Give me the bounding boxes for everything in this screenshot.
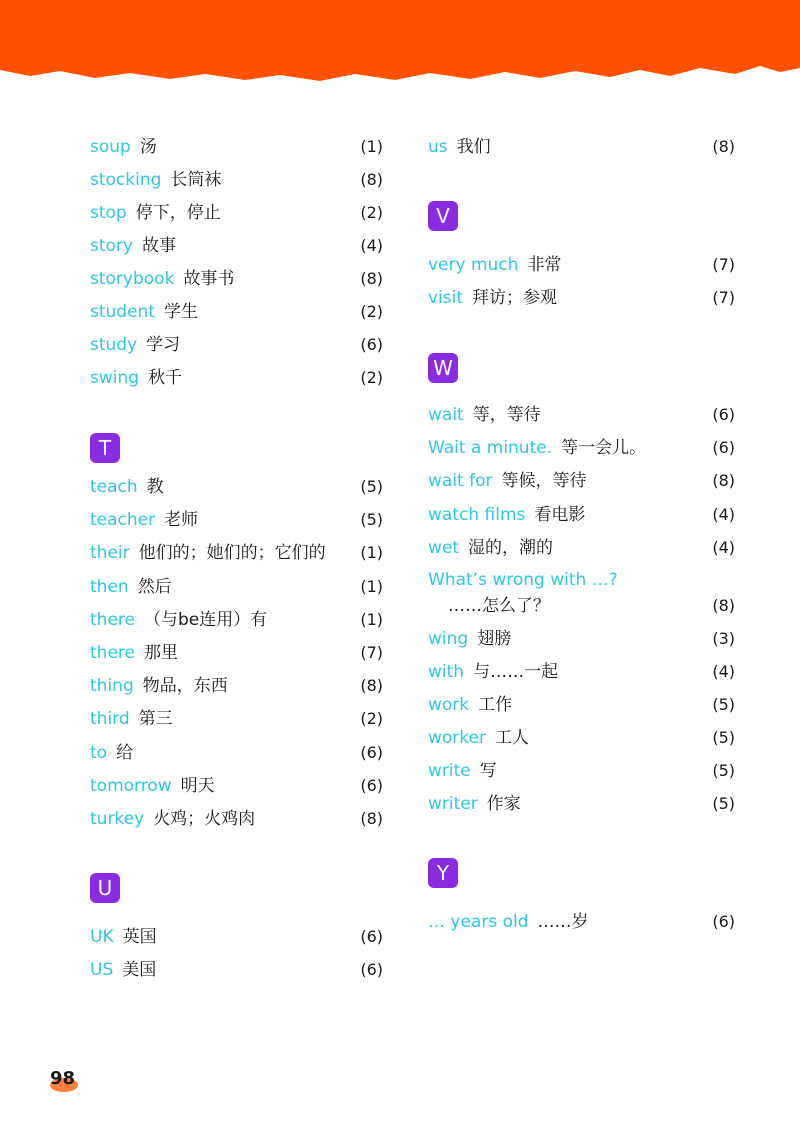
entry-meaning: 看电影 [534, 505, 586, 525]
vocab-entry [90, 167, 383, 193]
entry-unit: (8) [712, 471, 735, 490]
vocab-entry [428, 626, 735, 652]
entry-meaning: 工人 [494, 728, 529, 748]
vocab-entry [428, 502, 735, 528]
entry-word: stop [90, 203, 127, 223]
entry-word: then [90, 577, 129, 597]
vocab-entry [428, 134, 735, 160]
entry-meaning: ……岁 [537, 912, 589, 932]
entry-word: there [90, 610, 135, 630]
entry-unit: (8) [360, 170, 383, 189]
vocab-entry [428, 435, 735, 461]
entry-unit: (7) [712, 288, 735, 307]
entry-word: turkey [90, 809, 145, 829]
entry-unit: (3) [712, 629, 735, 648]
vocab-entry [428, 252, 735, 278]
vocab-entry [428, 692, 735, 718]
entry-meaning: 故事书 [183, 269, 235, 289]
vocab-entry [90, 773, 383, 799]
entry-meaning: 翅膀 [477, 629, 512, 649]
entry-unit: (6) [360, 960, 383, 979]
entry-unit: (1) [360, 577, 383, 596]
vocab-entry [90, 507, 383, 533]
vocab-entry [90, 607, 383, 633]
entry-word: thing [90, 676, 134, 696]
entry-unit: (6) [712, 912, 735, 931]
entry-word: third [90, 709, 130, 729]
entry-meaning: 停下，停止 [135, 203, 221, 223]
entry-word: swing [90, 368, 140, 388]
vocab-entry [90, 806, 383, 832]
entry-word: student [90, 302, 155, 322]
section-letter-v: V [428, 201, 458, 231]
vocab-entry [90, 540, 383, 566]
vocab-entry [90, 957, 383, 983]
entry-word: wet [428, 538, 460, 558]
entry-meaning: 秋千 [148, 368, 183, 388]
entry-unit: (5) [712, 695, 735, 714]
entry-unit: (8) [360, 809, 383, 828]
section-letter-t: T [90, 433, 120, 463]
vocab-entry [90, 299, 383, 325]
entry-unit: (5) [360, 510, 383, 529]
entry-unit: (8) [360, 269, 383, 288]
page-number-text: 98 [50, 1068, 76, 1089]
entry-meaning: 美国 [122, 960, 157, 980]
entry-word: Wait a minute. [428, 438, 553, 458]
vocab-entry [428, 567, 735, 619]
top-orange-band [0, 0, 800, 90]
entry-word: What’s wrong with …? [428, 570, 618, 590]
entry-word: write [428, 761, 471, 781]
entry-word: with [428, 662, 465, 682]
entry-unit: (8) [360, 676, 383, 695]
vocab-entry [90, 740, 383, 766]
entry-meaning: 那里 [143, 643, 178, 663]
entry-word: worker [428, 728, 486, 748]
entry-meaning: 拜访；参观 [472, 288, 558, 308]
vocab-entry [90, 640, 383, 666]
entry-word: us [428, 137, 448, 157]
vocab-entry [428, 285, 735, 311]
vocab-entry [90, 706, 383, 732]
entry-unit: (6) [360, 927, 383, 946]
entry-unit: (6) [360, 776, 383, 795]
entry-word: tomorrow [90, 776, 172, 796]
entry-meaning: 学习 [146, 335, 181, 355]
section-letter-u: U [90, 873, 120, 903]
entry-word: visit [428, 288, 464, 308]
entry-unit: (5) [712, 761, 735, 780]
entry-word: wing [428, 629, 469, 649]
entry-word: US [90, 960, 114, 980]
entry-meaning: 物品，东西 [142, 676, 228, 696]
entry-word: UK [90, 927, 114, 947]
entry-meaning: 等，等待 [472, 405, 541, 425]
vocab-entry [90, 332, 383, 358]
entry-unit: (6) [712, 438, 735, 457]
entry-meaning: 火鸡；火鸡肉 [153, 809, 256, 829]
entry-word: very much [428, 255, 519, 275]
entry-word: watch films [428, 505, 526, 525]
entry-meaning: 故事 [141, 236, 176, 256]
entry-meaning: （与be连用）有 [143, 610, 268, 630]
vocab-entry [90, 365, 383, 391]
entry-word: there [90, 643, 135, 663]
entry-unit: (7) [360, 643, 383, 662]
entry-word: wait [428, 405, 464, 425]
vocab-entry [90, 924, 383, 950]
vocab-entry [428, 791, 735, 817]
entry-word: writer [428, 794, 478, 814]
entry-word: stocking [90, 170, 162, 190]
entry-unit: (4) [712, 538, 735, 557]
entry-word: story [90, 236, 133, 256]
entry-meaning: 教 [146, 477, 164, 497]
entry-word: … years old [428, 912, 529, 932]
entry-meaning: 汤 [139, 137, 157, 157]
section-letter-y: Y [428, 858, 458, 888]
entry-meaning: ……怎么了？ [448, 596, 550, 616]
entry-word: work [428, 695, 470, 715]
entry-unit: (4) [712, 505, 735, 524]
entry-unit: (2) [360, 368, 383, 387]
entry-unit: (6) [360, 743, 383, 762]
vocab-entry [428, 535, 735, 561]
entry-meaning: 等一会儿。 [561, 438, 647, 458]
entry-word: soup [90, 137, 131, 157]
entry-unit: (1) [360, 543, 383, 562]
entry-meaning: 学生 [164, 302, 198, 322]
entry-meaning: 然后 [137, 577, 172, 597]
entry-unit: (6) [360, 335, 383, 354]
entry-meaning: 英国 [122, 927, 157, 947]
entry-unit: (5) [712, 794, 735, 813]
vocab-entry [90, 673, 383, 699]
vocab-entry [90, 266, 383, 292]
entry-unit: (2) [360, 302, 383, 321]
entry-unit: (1) [360, 610, 383, 629]
entry-unit: (6) [712, 405, 735, 424]
entry-word: to [90, 743, 108, 763]
entry-unit: (2) [360, 203, 383, 222]
entry-unit: (8) [712, 596, 735, 615]
entry-meaning: 长筒袜 [170, 170, 222, 190]
vocab-entry [90, 200, 383, 226]
entry-unit: (4) [360, 236, 383, 255]
vocab-entry [428, 758, 735, 784]
vocab-entry [428, 909, 735, 935]
entry-meaning: 第三 [138, 709, 173, 729]
entry-unit: (5) [360, 477, 383, 496]
entry-word: teacher [90, 510, 156, 530]
vocab-entry [90, 574, 383, 600]
entry-word: their [90, 543, 130, 563]
entry-meaning: 与……一起 [473, 662, 559, 682]
entry-word: storybook [90, 269, 175, 289]
entry-meaning: 工作 [478, 695, 513, 715]
entry-meaning: 非常 [527, 255, 562, 275]
entry-unit: (5) [712, 728, 735, 747]
entry-word: wait for [428, 471, 493, 491]
entry-unit: (2) [360, 709, 383, 728]
vocab-entry [428, 468, 735, 494]
entry-meaning: 等候，等待 [501, 471, 587, 491]
vocab-entry [90, 474, 383, 500]
section-letter-w: W [428, 353, 458, 383]
vocab-entry [428, 402, 735, 428]
entry-meaning: 湿的，潮的 [468, 538, 554, 558]
entry-meaning: 明天 [180, 776, 215, 796]
entry-unit: (1) [360, 137, 383, 156]
entry-meaning: 写 [479, 761, 497, 781]
vocab-entry [90, 134, 383, 160]
entry-unit: (7) [712, 255, 735, 274]
entry-word: teach [90, 477, 138, 497]
vocab-entry [428, 725, 735, 751]
entry-meaning: 作家 [486, 794, 521, 814]
entry-word: study [90, 335, 138, 355]
vocab-entry [90, 233, 383, 259]
entry-meaning: 老师 [164, 510, 199, 530]
entry-meaning: 我们 [456, 137, 491, 157]
entry-unit: (8) [712, 137, 735, 156]
entry-meaning: 给 [116, 743, 134, 763]
entry-meaning: 他们的；她们的；它们的 [138, 543, 326, 563]
vocab-entry [428, 659, 735, 685]
page-number [50, 1068, 90, 1094]
entry-unit: (4) [712, 662, 735, 681]
